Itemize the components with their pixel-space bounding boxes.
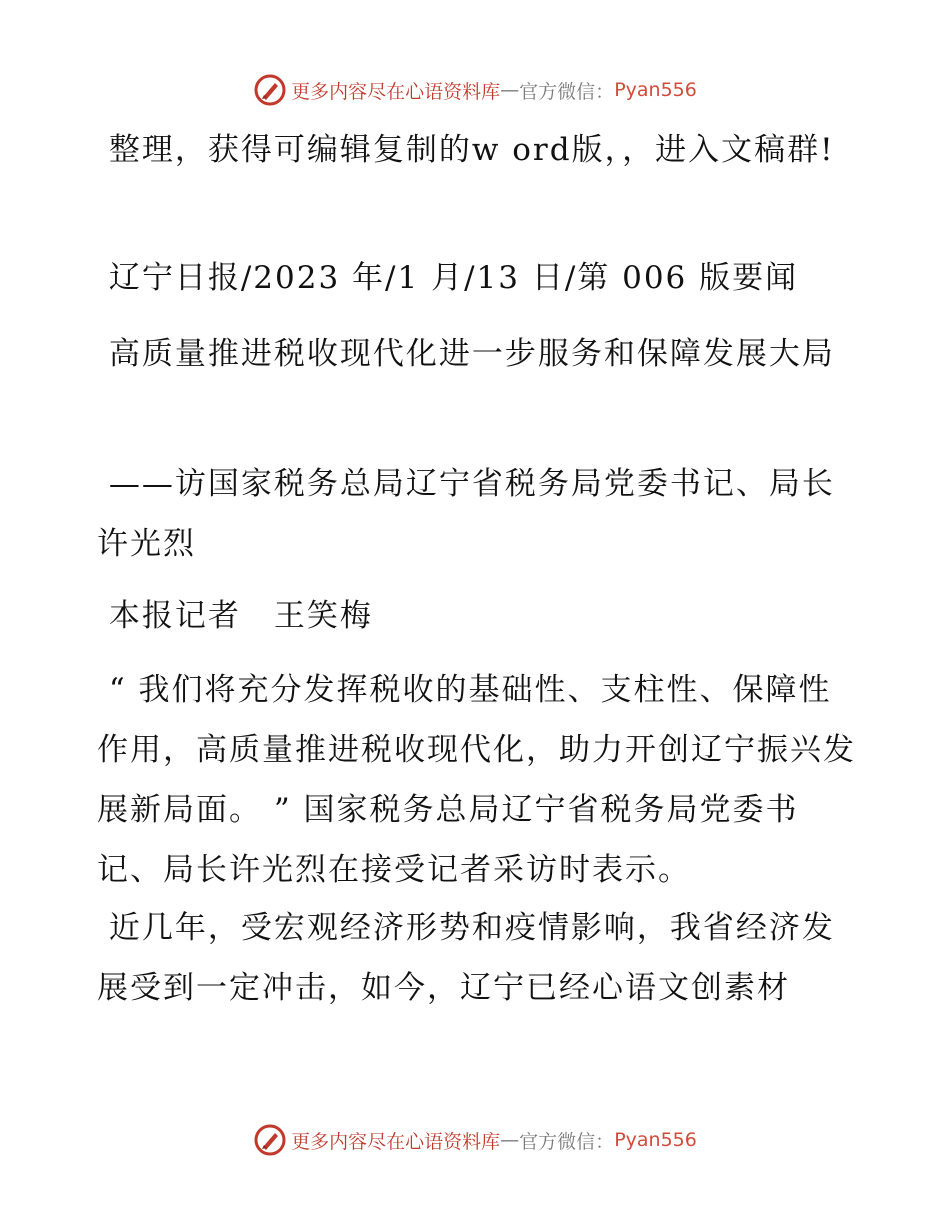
watermark-dash: — — [500, 79, 520, 101]
paragraph-quote: “ 我们将充分发挥税收的基础性、支柱性、保障性作用，高质量推进税收现代化，助力开创辽宁振兴发展新局面。 ” 国家税务总局辽宁省税务局党委书记、局长许光烈在接受记者采访时表示。 — [97, 672, 856, 888]
paragraph-body: 近几年，受宏观经济形势和疫情影响，我省经济发展受到一定冲击，如今，辽宁已经心语文创素材 — [97, 910, 835, 1006]
article-subtitle: ——访国家税务总局辽宁省税务局党委书记、局长许光烈 — [97, 466, 835, 562]
watermark-site-text: 更多内容尽在心语资料库 — [291, 80, 501, 103]
watermark-wechat-label: 官方微信： — [519, 1130, 615, 1153]
watermark-dash: — — [500, 1129, 520, 1151]
pen-circle-logo-icon — [253, 73, 287, 107]
article-title: 高质量推进税收现代化进一步服务和保障发展大局 — [97, 336, 835, 372]
header-watermark — [0, 70, 950, 110]
paragraph-intro: 整理，获得可编辑复制的w ord版，，进入文稿群! — [97, 132, 835, 168]
watermark-wechat-label: 官方微信： — [519, 80, 615, 103]
footer-watermark — [0, 1120, 950, 1160]
watermark-site-text: 更多内容尽在心语资料库 — [291, 1130, 501, 1153]
paragraph-source: 辽宁日报/2023 年/1 月/13 日/第 006 版要闻 — [97, 260, 799, 296]
article-byline: 本报记者 王笑梅 — [97, 598, 373, 634]
pen-circle-logo-icon — [253, 1123, 287, 1157]
watermark-wechat-id: Pyan556 — [614, 79, 697, 101]
watermark-wechat-id: Pyan556 — [614, 1129, 697, 1151]
